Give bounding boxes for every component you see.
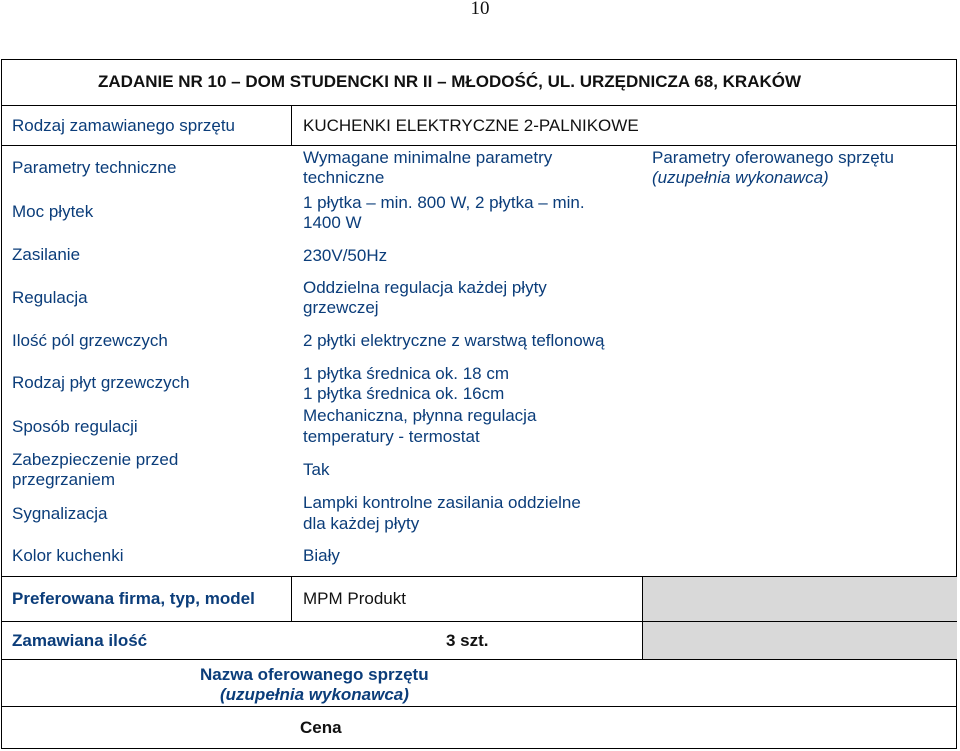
row-divider: [1, 706, 957, 707]
row-label-fields: Ilość pól grzewczych: [12, 331, 168, 350]
grey-cell-quantity: [643, 622, 957, 659]
row-value-signal-2: dla każdej płyty: [303, 514, 420, 533]
required-params-label-2: techniczne: [303, 168, 385, 187]
quantity-label: Zamawiana ilość: [12, 631, 148, 650]
row-value-signal-1: Lampki kontrolne zasilania oddzielne: [303, 493, 581, 512]
row-divider: [1, 576, 957, 577]
row-value-control-1: Mechaniczna, płynna regulacja: [303, 406, 537, 425]
required-params-label-1: Wymagane minimalne parametry: [303, 148, 553, 167]
row-divider: [1, 105, 957, 106]
offered-params-label-1: Parametry oferowanego sprzętu: [652, 148, 894, 167]
row-label-plate-type: Rodzaj płyt grzewczych: [12, 373, 190, 392]
col-divider: [291, 105, 292, 146]
row-value-power-2: 1400 W: [303, 213, 362, 232]
row-value-overheat: Tak: [303, 460, 330, 479]
row-label-overheat-1: Zabezpieczenie przed: [12, 450, 179, 469]
params-label: Parametry techniczne: [12, 158, 177, 177]
row-value-control-2: temperatury - termostat: [303, 427, 480, 446]
row-value-plate-type-2: 1 płytka średnica ok. 16cm: [303, 384, 505, 403]
quantity-value: 3 szt.: [446, 631, 489, 650]
page-number: 10: [470, 0, 490, 19]
offered-name-label-2: (uzupełnia wykonawca): [220, 685, 409, 704]
row-value-regulation-2: grzewczej: [303, 298, 379, 317]
row-value-regulation-1: Oddzielna regulacja każdej płyty: [303, 278, 547, 297]
row-label-color: Kolor kuchenki: [12, 546, 124, 565]
row-label-supply: Zasilanie: [12, 245, 81, 264]
row-label-signal: Sygnalizacja: [12, 504, 108, 523]
row-value-color: Biały: [303, 546, 340, 565]
col-divider: [642, 576, 643, 660]
grey-cell-preferred: [643, 577, 957, 621]
price-label: Cena: [300, 718, 342, 737]
row-value-supply: 230V/50Hz: [303, 246, 388, 265]
equipment-value: KUCHENKI ELEKTRYCZNE 2-PALNIKOWE: [303, 116, 639, 135]
row-value-fields: 2 płytki elektryczne z warstwą teflonową: [303, 331, 605, 350]
row-divider: [1, 621, 957, 622]
row-divider: [1, 659, 957, 660]
row-label-overheat-2: przegrzaniem: [12, 470, 115, 489]
preferred-label: Preferowana firma, typ, model: [12, 589, 255, 608]
row-label-control: Sposób regulacji: [12, 417, 138, 436]
col-divider: [291, 576, 292, 622]
offered-name-label-1: Nazwa oferowanego sprzętu: [200, 665, 429, 684]
preferred-value: MPM Produkt: [303, 589, 406, 608]
row-label-power: Moc płytek: [12, 202, 94, 221]
row-divider: [1, 145, 957, 146]
offered-params-label-2: (uzupełnia wykonawca): [652, 168, 829, 187]
page-title: ZADANIE NR 10 – DOM STUDENCKI NR II – MŁODOŚĆ, UL. URZĘDNICZA 68, KRAKÓW: [98, 72, 802, 91]
row-value-power-1: 1 płytka – min. 800 W, 2 płytka – min.: [303, 193, 585, 212]
row-label-regulation: Regulacja: [12, 288, 88, 307]
row-value-plate-type-1: 1 płytka średnica ok. 18 cm: [303, 364, 509, 383]
equipment-label: Rodzaj zamawianego sprzętu: [12, 116, 236, 135]
